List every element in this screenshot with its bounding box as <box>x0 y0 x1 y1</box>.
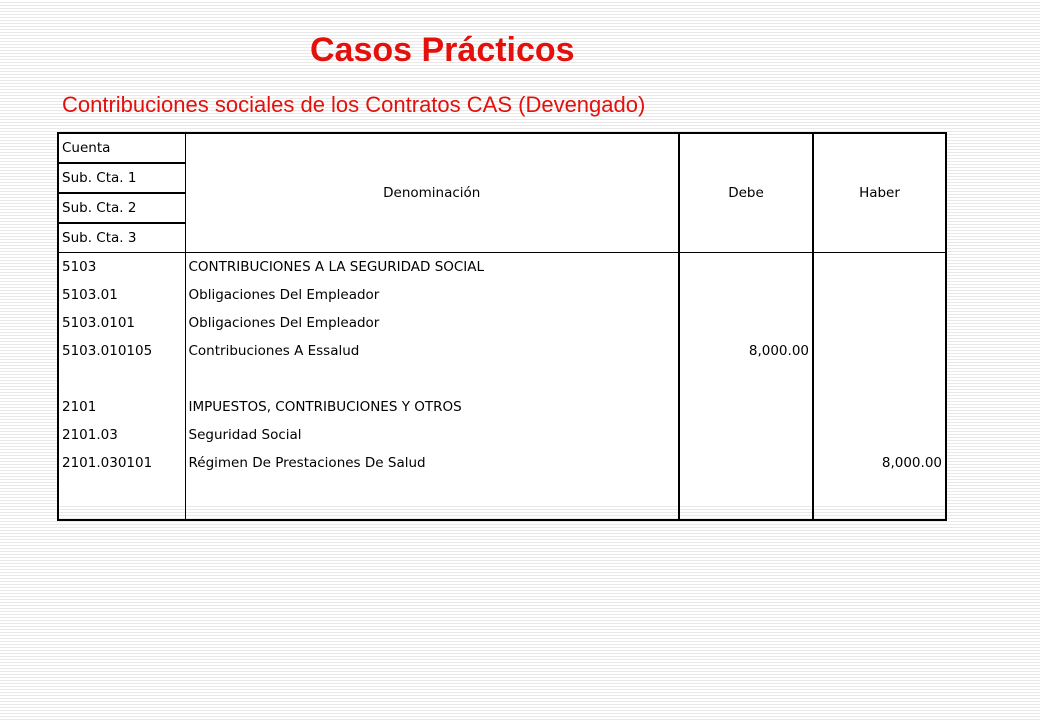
account-code-cell: 5103.010105 <box>58 337 185 365</box>
header-row-cuenta <box>58 133 946 163</box>
credit-cell: 8,000.00 <box>813 449 946 477</box>
ledger-rows <box>58 253 946 521</box>
table-row <box>58 365 946 393</box>
credit-cell <box>813 393 946 421</box>
header-denominacion: Denominación <box>185 133 679 253</box>
denomination-cell: Obligaciones Del Empleador <box>185 309 679 337</box>
denomination-cell: Obligaciones Del Empleador <box>185 281 679 309</box>
debit-cell: 8,000.00 <box>679 337 813 365</box>
header-sub-cta-1: Sub. Cta. 1 <box>58 163 185 193</box>
header-sub-cta-3: Sub. Cta. 3 <box>58 223 185 253</box>
table-row <box>58 449 946 477</box>
denomination-cell: CONTRIBUCIONES A LA SEGURIDAD SOCIAL <box>185 253 679 282</box>
account-code-cell: 5103 <box>58 253 185 282</box>
table-row <box>58 309 946 337</box>
debit-cell <box>679 365 813 393</box>
debit-cell <box>679 253 813 282</box>
credit-cell <box>813 421 946 449</box>
denomination-cell: Régimen De Prestaciones De Salud <box>185 449 679 477</box>
account-code-cell <box>58 477 185 520</box>
ledger-body <box>58 133 946 253</box>
account-code-cell: 5103.0101 <box>58 309 185 337</box>
accounting-entry-table <box>57 132 945 504</box>
account-code-cell: 2101.03 <box>58 421 185 449</box>
header-debe: Debe <box>679 133 813 253</box>
table-row <box>58 253 946 282</box>
debit-cell <box>679 309 813 337</box>
account-code-cell: 2101.030101 <box>58 449 185 477</box>
slide-subtitle: Contribuciones sociales de los Contratos CAS (Devengado) <box>62 92 646 117</box>
header-haber: Haber <box>813 133 946 253</box>
debit-cell <box>679 449 813 477</box>
header-sub-cta-2: Sub. Cta. 2 <box>58 193 185 223</box>
credit-cell <box>813 337 946 365</box>
denomination-cell: Seguridad Social <box>185 421 679 449</box>
account-code-cell: 5103.01 <box>58 281 185 309</box>
table-row <box>58 337 946 365</box>
denomination-cell: Contribuciones A Essalud <box>185 337 679 365</box>
credit-cell <box>813 365 946 393</box>
denomination-cell <box>185 365 679 393</box>
account-code-cell: 2101 <box>58 393 185 421</box>
account-code-cell <box>58 365 185 393</box>
debit-cell <box>679 281 813 309</box>
credit-cell <box>813 477 946 520</box>
header-cuenta: Cuenta <box>58 133 185 163</box>
table-row <box>58 477 946 520</box>
credit-cell <box>813 309 946 337</box>
ledger-table <box>57 132 947 521</box>
debit-cell <box>679 421 813 449</box>
denomination-cell: IMPUESTOS, CONTRIBUCIONES Y OTROS <box>185 393 679 421</box>
debit-cell <box>679 477 813 520</box>
slide-title: Casos Prácticos <box>310 31 575 69</box>
credit-cell <box>813 253 946 282</box>
table-row <box>58 393 946 421</box>
credit-cell <box>813 281 946 309</box>
denomination-cell <box>185 477 679 520</box>
table-row <box>58 421 946 449</box>
debit-cell <box>679 393 813 421</box>
table-row <box>58 281 946 309</box>
